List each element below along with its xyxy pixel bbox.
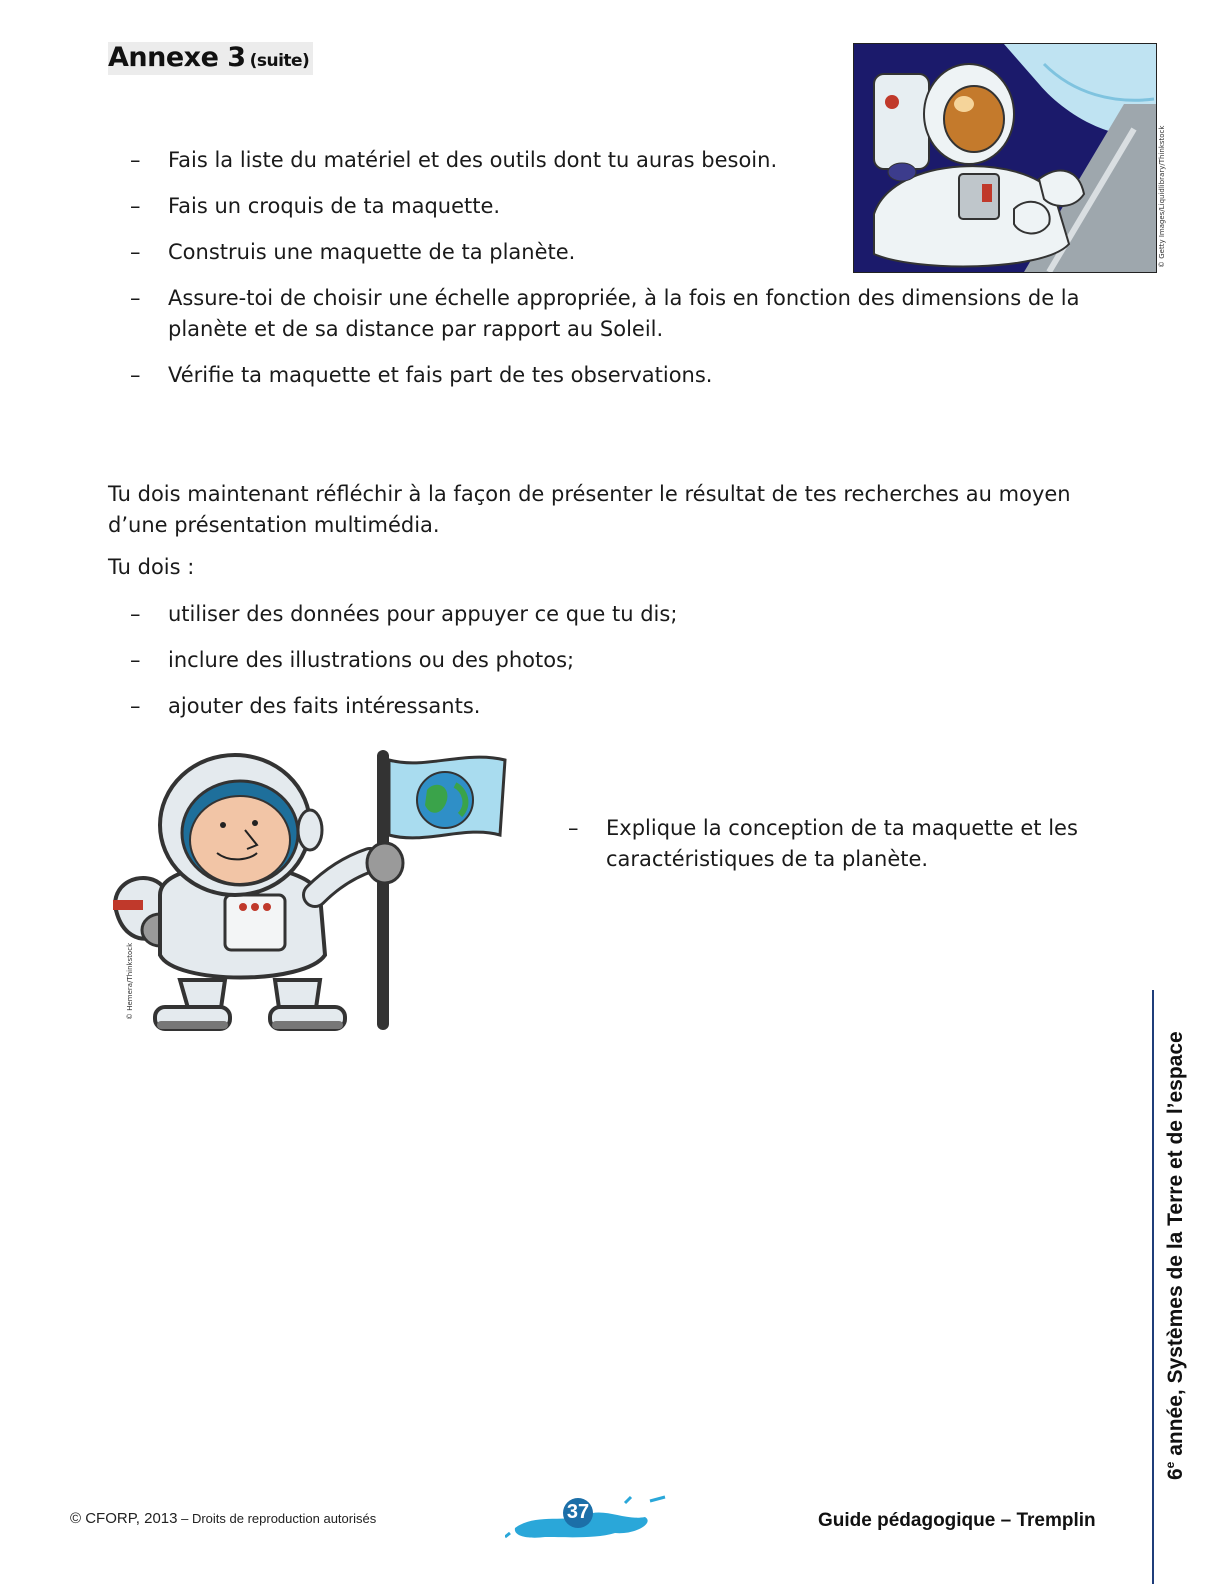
sidebar-ordinal: 6 [1164, 1468, 1187, 1480]
list-item [108, 691, 677, 722]
list-item [108, 145, 1153, 176]
list-item [108, 599, 677, 630]
footer-guide-title: Guide pédagogique – Tremplin [818, 1510, 1096, 1531]
page-number: 37 [566, 1501, 590, 1523]
intro-paragraph: Tu dois maintenant réfléchir à la façon de présenter le résultat de tes recherches au moyen d’une présentation multimédia. [108, 482, 1071, 537]
list-dash: – [130, 602, 141, 626]
list-dash: – [130, 648, 141, 672]
list-item-text: inclure des illustrations ou des photos; [168, 648, 575, 672]
list-dash: – [130, 240, 141, 264]
list-item [108, 191, 1153, 222]
sidebar-divider [1152, 990, 1154, 1584]
list-item [108, 237, 1153, 268]
list-item [108, 645, 677, 676]
list-item [108, 283, 1153, 345]
list-item-text: utiliser des données pour appuyer ce que tu dis; [168, 602, 678, 626]
list-item-text: ajouter des faits intéressants. [168, 694, 481, 718]
list-dash: – [130, 194, 141, 218]
list-item-text: Fais la liste du matériel et des outils dont tu auras besoin. [168, 148, 778, 172]
copyright-text: © CFORP, 2013 [70, 1510, 178, 1527]
title-main: Annexe 3 [108, 42, 246, 73]
page-title [108, 42, 313, 75]
tu-dois-label: Tu dois : [108, 555, 195, 579]
list-item-text: Construis une maquette de ta planète. [168, 240, 576, 264]
requirements-list [108, 599, 677, 737]
footer-copyright [70, 1510, 376, 1527]
list-dash: – [130, 286, 141, 310]
image-credit: © Getty Images/Liquidlibrary/Thinkstock [1158, 125, 1166, 268]
list-item [108, 360, 1153, 391]
instructions-list [108, 145, 1153, 406]
list-dash: – [568, 816, 579, 840]
list-dash: – [130, 363, 141, 387]
list-item [546, 813, 1106, 875]
sidebar-ordinal-sup: e [1163, 1461, 1177, 1469]
list-dash: – [130, 148, 141, 172]
rights-text: – Droits de reproduction autorisés [177, 1511, 377, 1526]
sidebar-text: année, Systèmes de la Terre et de l’espace [1164, 1031, 1187, 1462]
list-item-text: Fais un croquis de ta maquette. [168, 194, 501, 218]
list-item-text: Vérifie ta maquette et fais part de tes observations. [168, 363, 713, 387]
image-credit: © Hemera/Thinkstock [126, 942, 134, 1020]
list-item-text: Explique la conception de ta maquette et les caractéristiques de ta planète. [606, 816, 1078, 871]
list-item-text: Assure-toi de choisir une échelle appropriée, à la fois en fonction des dimensions de la planète et de sa distance par rapport au Soleil. [168, 286, 1080, 341]
cartoon-astronaut-image [105, 745, 515, 1035]
sidebar-chapter-title [1163, 1031, 1188, 1480]
explain-list [546, 813, 1106, 890]
list-dash: – [130, 694, 141, 718]
title-suffix: (suite) [249, 51, 310, 71]
